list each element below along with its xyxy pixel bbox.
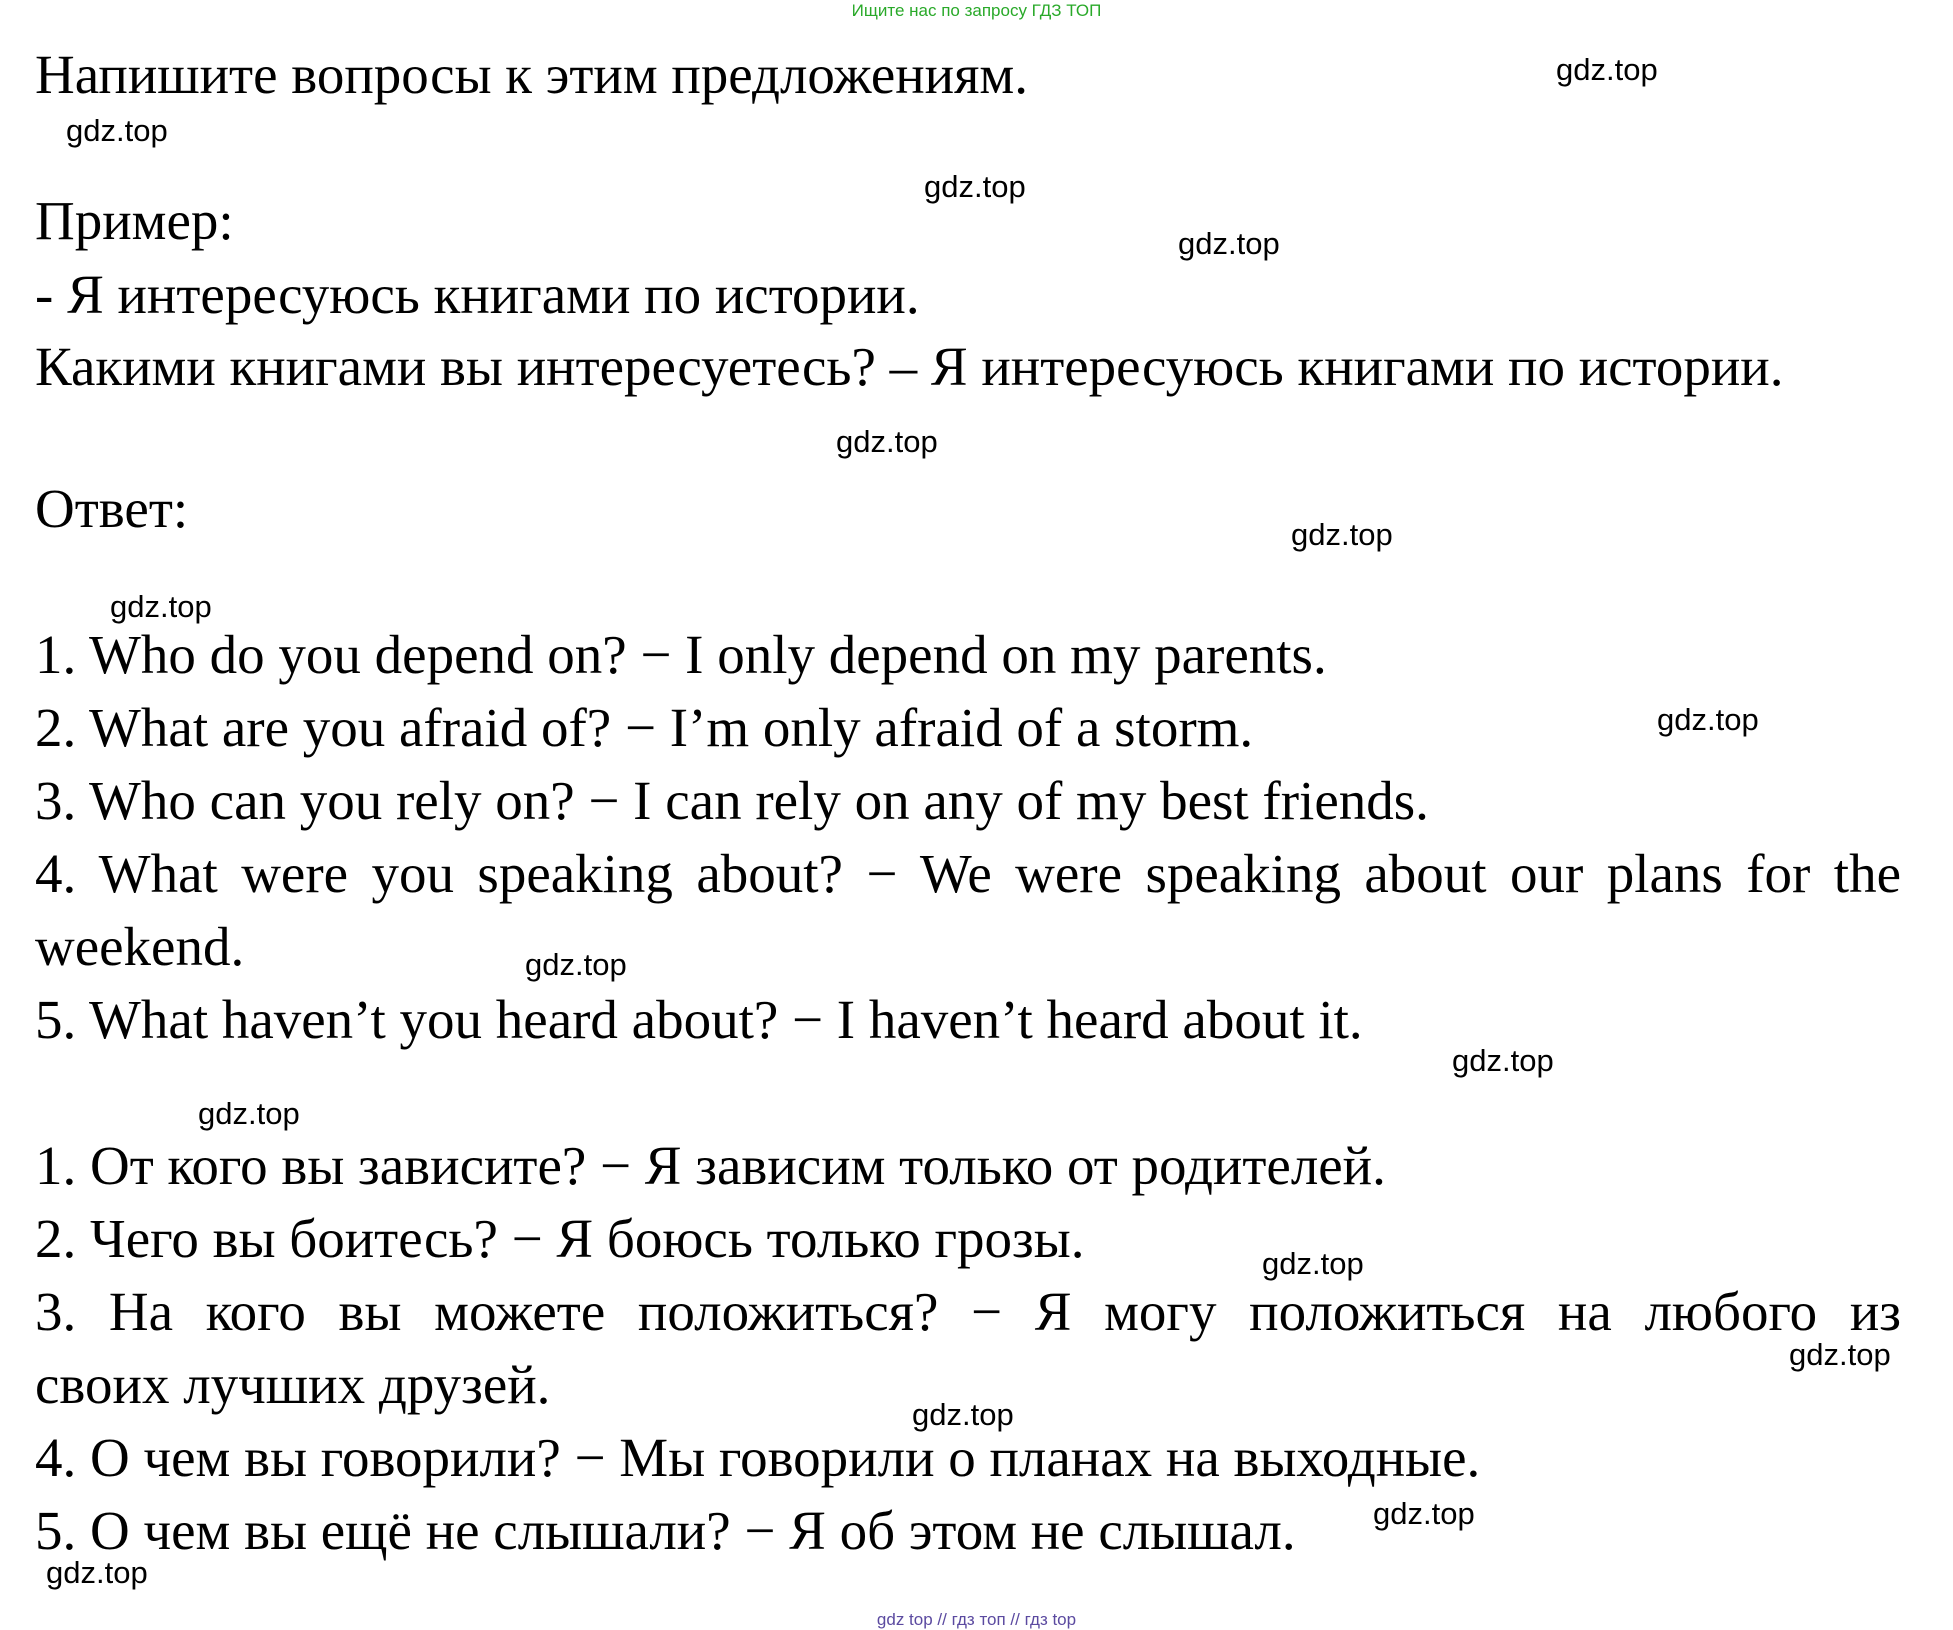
watermark: gdz.top — [525, 947, 627, 982]
task-heading: Напишите вопросы к этим предложениям. — [35, 44, 1028, 105]
watermark: gdz.top — [1178, 226, 1280, 261]
watermark: gdz.top — [836, 424, 938, 459]
watermark: gdz.top — [912, 1397, 1014, 1432]
english-answer-4: 4. What were you speaking about? − We were speaking about our plans for the — [35, 843, 1901, 904]
english-answer-2: 2. What are you afraid of? − I’m only afraid of a storm. — [35, 697, 1254, 758]
answer-label: Ответ: — [35, 478, 189, 539]
top-banner: Ищите нас по запросу ГДЗ ТОП — [851, 1, 1102, 20]
english-answer-4-cont: weekend. — [35, 916, 245, 977]
watermark: gdz.top — [1291, 517, 1393, 552]
english-answer-1: 1. Who do you depend on? − I only depend on my parents. — [35, 624, 1327, 685]
english-answer-3: 3. Who can you rely on? − I can rely on any of my best friends. — [35, 770, 1429, 831]
russian-answer-5: 5. О чем вы ещё не слышали? − Я об этом не слышал. — [35, 1500, 1296, 1561]
watermark: gdz.top — [1789, 1337, 1891, 1372]
example-label: Пример: — [35, 190, 234, 251]
russian-answer-1: 1. От кого вы зависите? − Я зависим только от родителей. — [35, 1135, 1386, 1196]
english-answer-5: 5. What haven’t you heard about? − I haven’t heard about it. — [35, 989, 1363, 1050]
watermark: gdz.top — [66, 113, 168, 148]
watermark: gdz.top — [110, 589, 212, 624]
watermark: gdz.top — [1262, 1246, 1364, 1281]
russian-answer-3-cont: своих лучших друзей. — [35, 1354, 551, 1415]
watermark: gdz.top — [1452, 1043, 1554, 1078]
watermark: gdz.top — [1657, 702, 1759, 737]
watermark: gdz.top — [1373, 1496, 1475, 1531]
russian-answer-4: 4. О чем вы говорили? − Мы говорили о планах на выходные. — [35, 1427, 1481, 1488]
watermark: gdz.top — [46, 1555, 148, 1590]
footer: gdz top // гдз топ // гдз top — [876, 1610, 1077, 1629]
russian-answer-3: 3. На кого вы можете положиться? − Я могу положиться на любого из — [35, 1281, 1901, 1342]
russian-answer-2: 2. Чего вы боитесь? − Я боюсь только грозы. — [35, 1208, 1085, 1269]
watermark: gdz.top — [198, 1096, 300, 1131]
watermark: gdz.top — [924, 169, 1026, 204]
watermark: gdz.top — [1556, 52, 1658, 87]
example-question: Какими книгами вы интересуетесь? – Я интересуюсь книгами по истории. — [35, 336, 1784, 397]
example-sentence: - Я интересуюсь книгами по истории. — [35, 264, 920, 325]
